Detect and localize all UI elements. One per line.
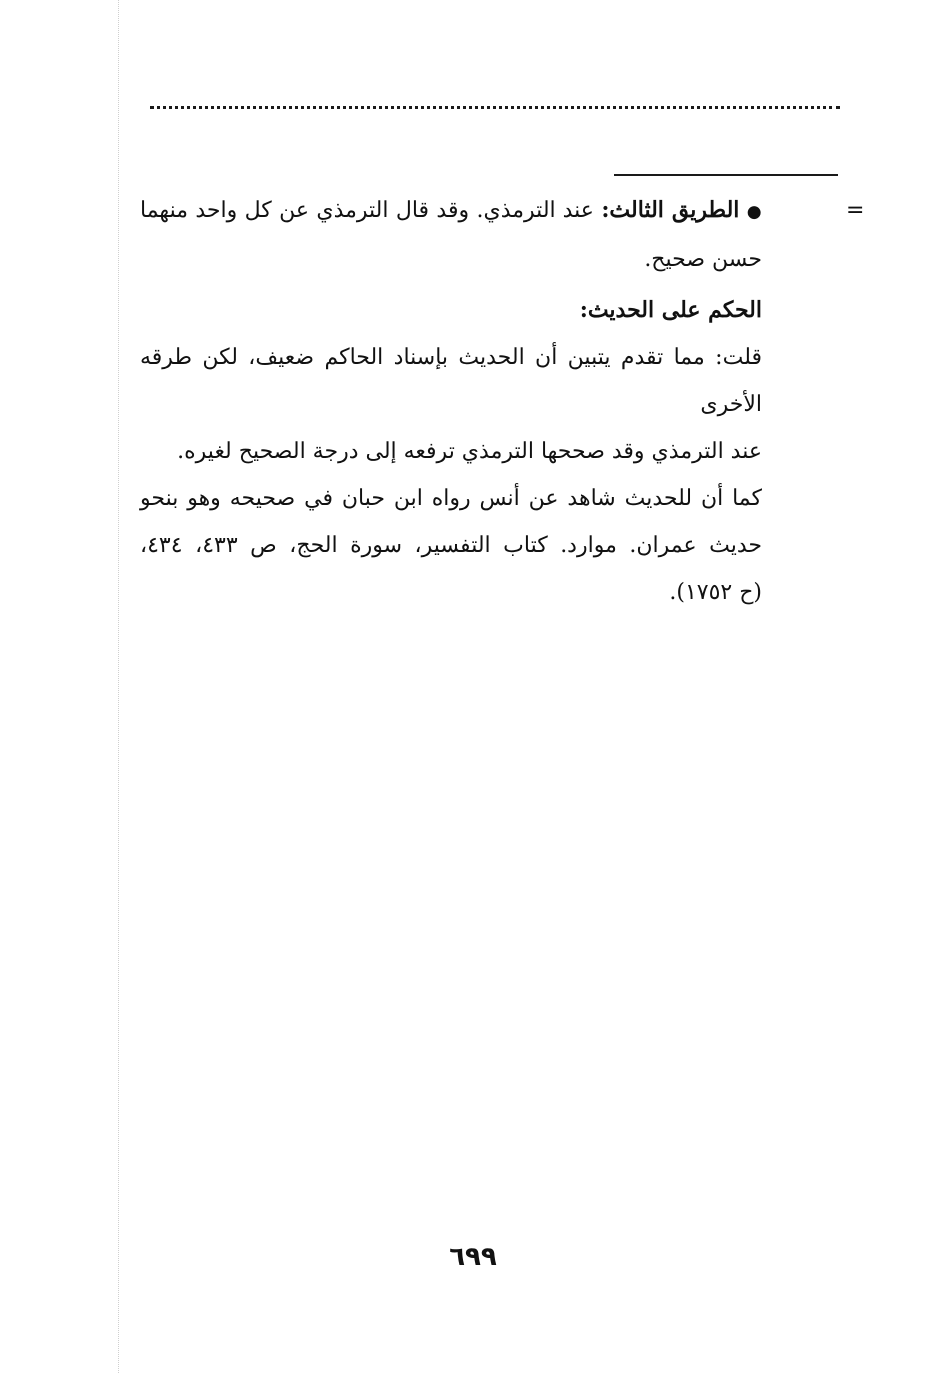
paragraph-2-line-3: (ح ١٧٥٢).	[669, 580, 762, 605]
dotted-separator	[150, 106, 840, 109]
paragraph-1-line-1: قلت: مما تقدم يتبين أن الحديث بإسناد الحاكم ضعيف، لكن طرقه الأخرى	[140, 345, 762, 417]
section-line-1	[140, 187, 762, 236]
margin-mark: =	[846, 198, 865, 223]
bullet-icon: ●	[746, 202, 762, 222]
section-label: الطريق الثالث:	[601, 197, 740, 223]
ruling-heading: الحكم على الحديث:	[579, 297, 762, 323]
main-text	[140, 187, 762, 616]
section-rule	[614, 174, 838, 176]
section-line-2: حسن صحيح.	[644, 247, 762, 272]
section-text: عند الترمذي. وقد قال الترمذي عن كل واحد منهما	[140, 198, 594, 223]
paragraph-1-line-2: عند الترمذي وقد صححها الترمذي ترفعه إلى درجة الصحيح لغيره.	[177, 439, 762, 464]
page-number: ٦٩٩	[449, 1242, 497, 1272]
page-edge-guide	[118, 0, 119, 1373]
paragraph-2-line-2: حديث عمران. موارد. كتاب التفسير، سورة الحج، ص ٤٣٣، ٤٣٤،	[140, 533, 763, 558]
paragraph-2-line-1: كما أن للحديث شاهد عن أنس رواه ابن حبان في صحيحه وهو بنحو	[140, 486, 762, 511]
